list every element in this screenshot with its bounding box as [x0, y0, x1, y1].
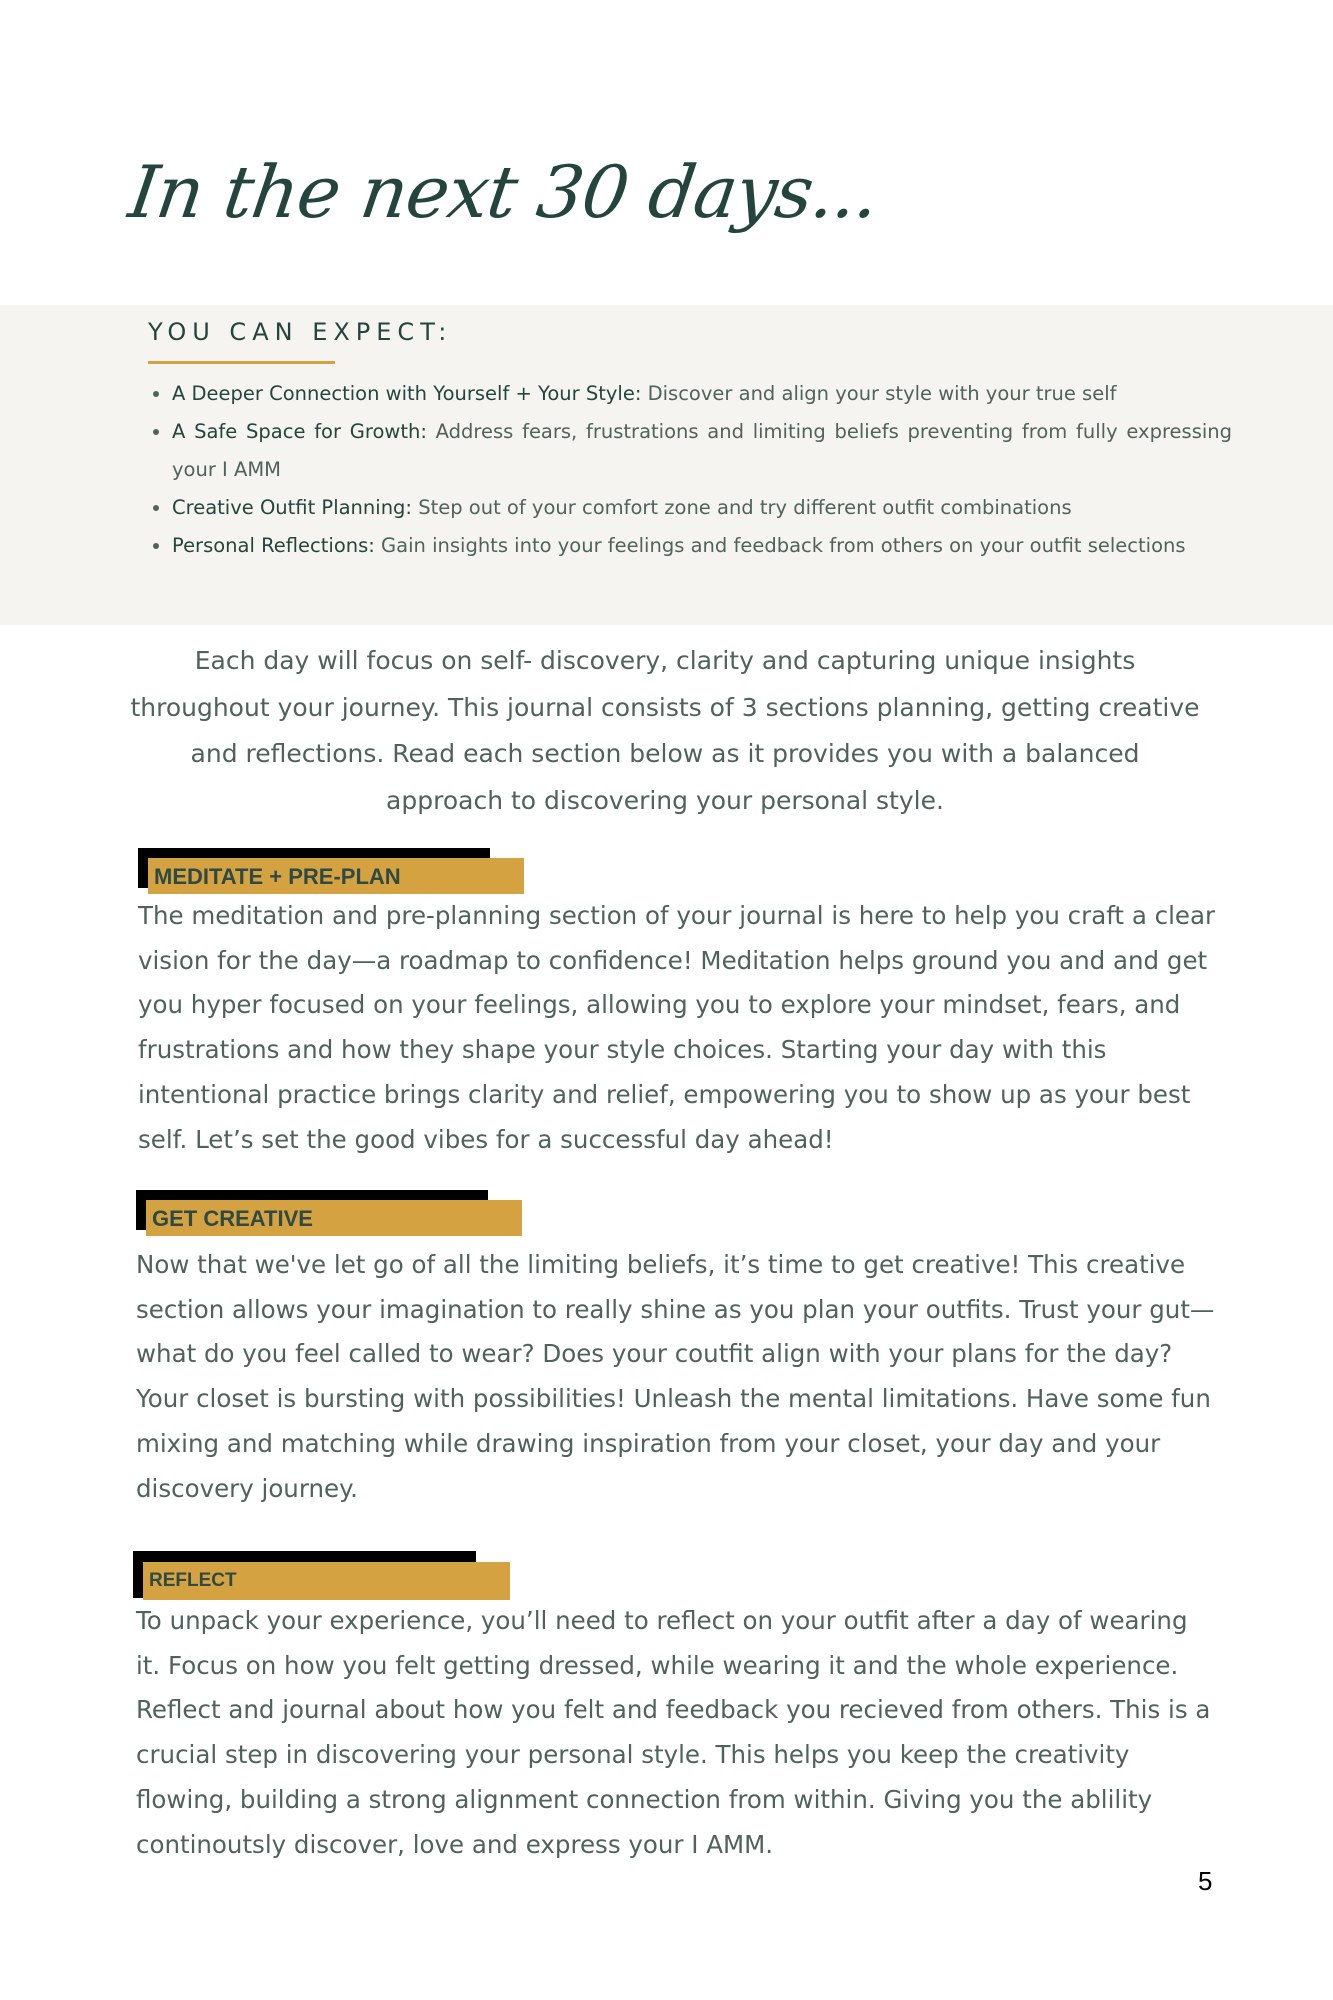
list-item-title: A Deeper Connection with Yourself + Your Style:	[172, 382, 642, 405]
meditate-text: The meditation and pre-planning section of your journal is here to help you craft a clear vision for the day—a roadmap to confidence! Meditation helps ground you and and get you hyper focused on your feelings, allowing you to explore your mindset, fears, and frustrations and how they shape your style choices. Starting your day with this intentional practice brings clarity and relief, empowering you to show up as your best self. Let’s set the good vibes for a successful day ahead!	[138, 901, 1216, 1154]
create-label-text: GET CREATIVE	[146, 1200, 522, 1236]
expect-underline	[148, 361, 335, 364]
list-item-text: Gain insights into your feelings and feedback from others on your outfit selections	[374, 534, 1186, 557]
reflect-text: To unpack your experience, you’ll need to reflect on your outfit after a day of wearing it. Focus on how you felt getting dressed, while wearing it and the whole experience. Reflect and journal about how you felt and feedback you recieved from others. This is a crucial step in discovering your personal style. This helps you keep the creativity flowing, building a strong alignment connection from within. Giving you the ablility continoutsly discover, love and express your I AMM.	[136, 1606, 1211, 1859]
list-item-title: A Safe Space for Growth:	[172, 420, 427, 443]
expect-list	[140, 375, 1232, 565]
page-title: In the next 30 days...	[124, 150, 884, 234]
list-item	[172, 413, 1232, 489]
list-item-text: Step out of your comfort zone and try different outfit combinations	[412, 496, 1072, 519]
list-item	[172, 489, 1232, 527]
list-item-text: Discover and align your style with your true self	[641, 382, 1117, 405]
list-item-text: Address fears, frustrations and limiting beliefs preventing from fully expressing your I AMM	[172, 420, 1233, 481]
expect-heading: YOU CAN EXPECT:	[148, 318, 453, 346]
list-item	[172, 375, 1232, 413]
create-text: Now that we've let go of all the limiting beliefs, it’s time to get creative! This creative section allows your imagination to really shine as you plan your outfits. Trust your gut—what do you feel called to wear? Does your coutfit align with your plans for the day? Your closet is bursting with possibilities! Unleash the mental limitations. Have some fun mixing and matching while drawing inspiration from your closet, your day and your discovery journey.	[136, 1250, 1215, 1503]
reflect-label-text: REFLECT	[143, 1562, 510, 1600]
page-number: 5	[1198, 1866, 1213, 1896]
list-item-title: Creative Outfit Planning:	[172, 496, 412, 519]
intro-paragraph: Each day will focus on self- discovery, clarity and capturing unique insights throughout your journey. This journal consists of 3 sections planning, getting creative and reflections. Read each section below as it provides you with a balanced approach to discovering your personal style.	[130, 646, 1200, 815]
list-item	[172, 527, 1232, 565]
meditate-label-text: MEDITATE + PRE-PLAN	[148, 858, 524, 894]
list-item-title: Personal Reflections:	[172, 534, 375, 557]
